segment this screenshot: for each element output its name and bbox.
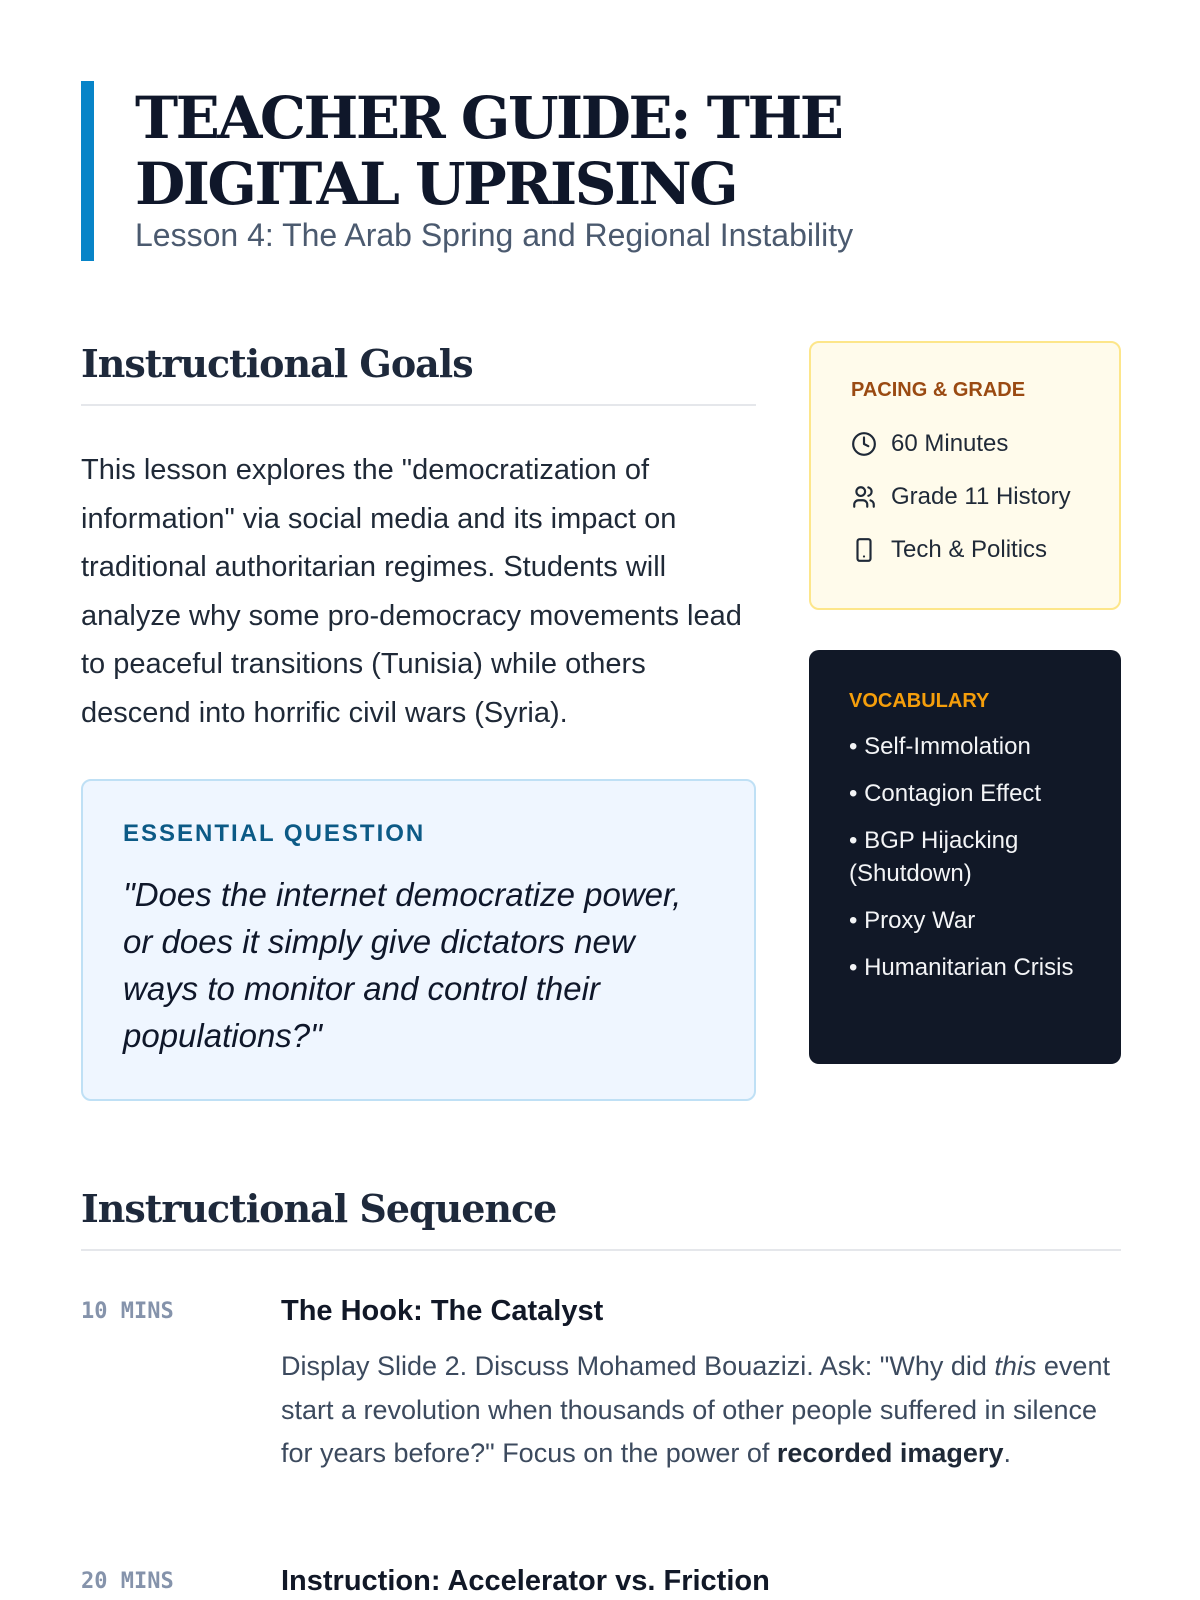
vocabulary-item: • Self-Immolation [849, 733, 1031, 760]
vocabulary-card [809, 650, 1121, 1064]
step-text: Display Slide 2. Discuss Mohamed Bouazizi. Ask: "Why did [281, 1351, 995, 1381]
essential-question-box [81, 779, 756, 1101]
page-header [81, 81, 1121, 261]
step-heading: The Hook: The Catalyst [281, 1295, 604, 1327]
step-heading: Instruction: Accelerator vs. Friction [281, 1565, 770, 1597]
pacing-item-label: Grade 11 History [891, 482, 1071, 510]
pacing-card [809, 341, 1121, 610]
users-icon [851, 484, 877, 510]
goals-divider [81, 404, 756, 406]
step-body [281, 1291, 1121, 1476]
essential-question-label: ESSENTIAL QUESTION [123, 820, 426, 847]
pacing-item-label: Tech & Politics [891, 535, 1048, 563]
essential-question-text: "Does the internet democratize power, or does it simply give dictators new ways to monitor and control their populations?" [123, 876, 682, 1054]
page-subtitle: Lesson 4: The Arab Spring and Regional Instability [135, 217, 854, 253]
vocabulary-item: • BGP Hijacking (Shutdown) [849, 827, 1019, 887]
pacing-item-duration [851, 417, 1079, 470]
goals-heading: Instructional Goals [81, 341, 473, 386]
pacing-item-topic [851, 523, 1079, 576]
step-duration: 20 MINS [81, 1569, 174, 1594]
vocabulary-item: • Proxy War [849, 907, 976, 934]
instructional-goals-section [81, 340, 756, 1101]
page-title: TEACHER GUIDE: THE DIGITAL UPRISING [135, 84, 842, 218]
step-emphasis: this [994, 1351, 1037, 1381]
vocabulary-label: VOCABULARY [849, 690, 990, 712]
smartphone-icon [851, 537, 877, 563]
sequence-divider [81, 1249, 1121, 1251]
step-body [281, 1561, 1121, 1600]
pacing-item-grade [851, 470, 1079, 523]
step-text: event start a revolution when thousands of other people suffered in silence for years before?" Focus on the power of [281, 1351, 1110, 1468]
step-text: . [1003, 1438, 1011, 1468]
vocabulary-item: • Contagion Effect [849, 780, 1042, 807]
pacing-item-label: 60 Minutes [891, 429, 1009, 457]
sequence-heading: Instructional Sequence [81, 1186, 557, 1231]
sequence-step [81, 1279, 1121, 1549]
sequence-step [81, 1549, 1121, 1600]
pacing-label: PACING & GRADE [851, 379, 1026, 401]
step-strong: recorded imagery [776, 1438, 1004, 1468]
step-description [281, 1345, 1121, 1476]
step-duration: 10 MINS [81, 1299, 174, 1324]
clock-icon [851, 431, 877, 457]
goals-paragraph: This lesson explores the "democratization of information" via social media and its impact on traditional authoritarian regimes. Students will analyze why some pro-democracy movements lead to peaceful transitions (Tunisia) while others descend into horrific civil wars (Syria). [81, 454, 742, 729]
vocabulary-item: • Humanitarian Crisis [849, 954, 1074, 981]
instructional-sequence-section [81, 1185, 1121, 1600]
